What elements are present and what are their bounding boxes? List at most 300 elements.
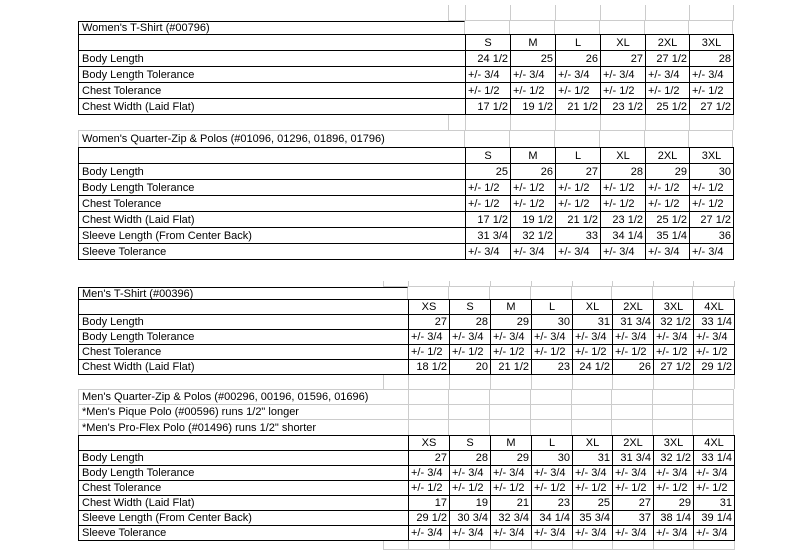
value-cell: +/- 1/2 [466, 196, 511, 212]
value-cell: 32 3/4 [491, 511, 532, 526]
value-cell: +/- 3/4 [556, 67, 601, 83]
row-label: Chest Tolerance [79, 481, 409, 496]
row-label: Body Length [79, 51, 466, 67]
gridline-cells [448, 5, 734, 21]
value-cell: 27 [601, 51, 646, 67]
value-cell: 19 1/2 [511, 99, 556, 115]
value-cell: 26 [556, 51, 601, 67]
value-cell: +/- 3/4 [491, 526, 532, 541]
value-cell: +/- 1/2 [646, 196, 690, 212]
value-cell: 25 1/2 [646, 99, 690, 115]
womens-tshirt-table [78, 34, 734, 115]
table-row [79, 496, 735, 511]
value-cell: +/- 1/2 [450, 481, 491, 496]
table-row [79, 180, 734, 196]
value-cell: 26 [613, 360, 654, 375]
gridline-row-bottom [78, 541, 734, 550]
value-cell: +/- 3/4 [646, 67, 690, 83]
grid-cell [612, 405, 653, 419]
row-label: Body Length Tolerance [79, 466, 409, 481]
value-cell: +/- 1/2 [613, 481, 654, 496]
value-cell: +/- 1/2 [511, 180, 556, 196]
size-header-cell: 3XL [690, 148, 734, 164]
row-label: Body Length [79, 315, 409, 330]
grid-cell [449, 287, 490, 299]
value-cell: +/- 3/4 [573, 526, 613, 541]
grid-cell [449, 405, 490, 419]
table-row [79, 51, 734, 67]
size-header-cell: 3XL [654, 436, 694, 451]
value-cell: 23 [532, 360, 573, 375]
grid-cell [693, 420, 734, 435]
row-label: Chest Width (Laid Flat) [79, 212, 466, 228]
value-cell: +/- 1/2 [556, 83, 601, 99]
value-cell: +/- 3/4 [694, 526, 735, 541]
mens-proflex-footnote-row [78, 420, 734, 435]
value-cell: 17 1/2 [466, 99, 511, 115]
table-row [79, 526, 735, 541]
grid-cell [689, 131, 733, 147]
table-row [79, 244, 734, 260]
grid-cell [693, 405, 734, 419]
grid-cell [490, 287, 531, 299]
value-cell: +/- 3/4 [532, 466, 573, 481]
value-cell: 27 1/2 [690, 212, 734, 228]
value-cell: 34 1/4 [532, 511, 573, 526]
grid-cell [384, 541, 409, 550]
value-cell: +/- 3/4 [573, 330, 613, 345]
gridline-cells [383, 375, 735, 389]
grid-cell [532, 541, 573, 550]
value-cell: 32 1/2 [511, 228, 556, 244]
value-cell: +/- 3/4 [654, 330, 694, 345]
size-header-row [79, 436, 735, 451]
size-header-cell: 2XL [613, 300, 654, 315]
value-cell: 25 1/2 [646, 212, 690, 228]
value-cell: +/- 1/2 [491, 345, 532, 360]
value-cell: 30 [690, 164, 734, 180]
size-header-cell: L [532, 436, 573, 451]
grid-cell [612, 390, 653, 404]
grid-cell [532, 375, 573, 389]
grid-cell [465, 131, 510, 147]
table-title: Women's Quarter-Zip & Polos (#01096, 01296, 01896, 01796) [79, 131, 465, 147]
table-row [79, 330, 735, 345]
value-cell: 23 1/2 [601, 99, 646, 115]
row-label: Sleeve Tolerance [79, 244, 466, 260]
grid-cell [466, 115, 511, 130]
mens-quarterzip-table [78, 435, 735, 541]
value-cell: 29 1/2 [409, 511, 450, 526]
grid-cell [694, 541, 735, 550]
grid-cell [601, 115, 646, 130]
value-cell: 33 1/4 [694, 451, 735, 466]
grid-cell [556, 115, 601, 130]
gridline-row-gap [78, 375, 734, 390]
grid-cell [531, 405, 572, 419]
grid-cell [449, 420, 490, 435]
value-cell: 32 1/2 [654, 451, 694, 466]
value-cell: 37 [613, 511, 654, 526]
value-cell: +/- 1/2 [601, 180, 646, 196]
value-cell: +/- 3/4 [532, 330, 573, 345]
grid-cell [510, 131, 555, 147]
table-title: Men's Quarter-Zip & Polos (#00296, 00196, 01596, 01696) [79, 390, 409, 404]
womens-quarterzip-title-row [78, 131, 733, 147]
value-cell: +/- 3/4 [466, 67, 511, 83]
size-header-cell: 2XL [646, 35, 690, 51]
corner-cell [79, 300, 409, 315]
grid-cell [693, 390, 734, 404]
grid-cell [491, 541, 532, 550]
value-cell: +/- 1/2 [654, 481, 694, 496]
grid-cell [572, 405, 612, 419]
value-cell: 36 [690, 228, 734, 244]
size-header-cell: 2XL [646, 148, 690, 164]
value-cell: 38 1/4 [654, 511, 694, 526]
grid-cell [612, 420, 653, 435]
gridline-cells [383, 541, 735, 550]
value-cell: 25 [573, 496, 613, 511]
grid-cell [653, 405, 693, 419]
value-cell: +/- 1/2 [573, 345, 613, 360]
table-row [79, 511, 735, 526]
value-cell: +/- 3/4 [532, 526, 573, 541]
size-header-cell: 4XL [694, 300, 735, 315]
value-cell: +/- 3/4 [511, 244, 556, 260]
value-cell: +/- 3/4 [601, 244, 646, 260]
table-row [79, 451, 735, 466]
grid-cell [555, 131, 600, 147]
size-header-cell: M [491, 300, 532, 315]
table-title: *Men's Pro-Flex Polo (#01496) runs 1/2" shorter [79, 420, 409, 435]
grid-cell [556, 5, 601, 21]
table-title: Women's T-Shirt (#00796) [78, 21, 465, 34]
value-cell: +/- 3/4 [450, 466, 491, 481]
value-cell: +/- 1/2 [654, 345, 694, 360]
grid-cell [409, 375, 450, 389]
grid-cell [450, 375, 491, 389]
row-label: Sleeve Tolerance [79, 526, 409, 541]
table-row [79, 228, 734, 244]
value-cell: +/- 1/2 [450, 345, 491, 360]
value-cell: 25 [466, 164, 511, 180]
grid-cell [689, 21, 733, 34]
value-cell: +/- 3/4 [491, 330, 532, 345]
grid-cell [531, 420, 572, 435]
mens-quarterzip-title-row [78, 390, 734, 405]
size-header-cell: XS [409, 300, 450, 315]
grid-cell [409, 405, 450, 419]
size-header-cell: S [450, 436, 491, 451]
grid-cell [490, 405, 531, 419]
mens-sizing-section [78, 281, 736, 550]
value-cell: 23 [532, 496, 573, 511]
table-title: *Men's Pique Polo (#00596) runs 1/2" longer [79, 405, 409, 419]
value-cell: 27 [409, 451, 450, 466]
value-cell: +/- 3/4 [409, 526, 450, 541]
value-cell: +/- 3/4 [654, 526, 694, 541]
grid-cell [654, 541, 694, 550]
gridline-row-gap [78, 115, 733, 131]
value-cell: +/- 3/4 [511, 67, 556, 83]
table-row [79, 315, 735, 330]
table-row [79, 83, 734, 99]
grid-cell [409, 420, 450, 435]
corner-cell [79, 148, 466, 164]
mens-pique-footnote-row [78, 405, 734, 420]
value-cell: 27 1/2 [646, 51, 690, 67]
value-cell: +/- 3/4 [601, 67, 646, 83]
gridline-cells [448, 115, 734, 130]
value-cell: +/- 1/2 [646, 83, 690, 99]
table-row [79, 164, 734, 180]
value-cell: +/- 3/4 [694, 330, 735, 345]
value-cell: 28 [601, 164, 646, 180]
value-cell: +/- 1/2 [466, 180, 511, 196]
value-cell: 21 [491, 496, 532, 511]
grid-cell [449, 5, 466, 21]
womens-quarterzip-table [78, 147, 734, 260]
value-cell: +/- 1/2 [409, 345, 450, 360]
value-cell: +/- 3/4 [613, 330, 654, 345]
value-cell: +/- 3/4 [409, 466, 450, 481]
value-cell: +/- 1/2 [601, 196, 646, 212]
value-cell: +/- 1/2 [409, 481, 450, 496]
grid-cell [409, 390, 450, 404]
table-row [79, 67, 734, 83]
value-cell: 24 1/2 [573, 360, 613, 375]
value-cell: 33 1/4 [694, 315, 735, 330]
value-cell: +/- 3/4 [491, 466, 532, 481]
value-cell: +/- 1/2 [556, 196, 601, 212]
value-cell: +/- 3/4 [690, 244, 734, 260]
value-cell: 31 3/4 [613, 315, 654, 330]
grid-cell [612, 287, 653, 299]
grid-cell [466, 5, 511, 21]
value-cell: +/- 1/2 [532, 481, 573, 496]
value-cell: 28 [450, 315, 491, 330]
value-cell: +/- 1/2 [466, 83, 511, 99]
size-header-cell: L [556, 35, 601, 51]
grid-cell [646, 5, 690, 21]
grid-cell [572, 287, 612, 299]
value-cell: +/- 3/4 [613, 526, 654, 541]
value-cell: 31 [694, 496, 735, 511]
grid-cell [510, 21, 555, 34]
grid-cell [449, 115, 466, 130]
value-cell: 29 [646, 164, 690, 180]
grid-cell [449, 390, 490, 404]
size-header-cell: XL [573, 436, 613, 451]
size-header-cell: 2XL [613, 436, 654, 451]
value-cell: 26 [511, 164, 556, 180]
table-row [79, 99, 734, 115]
size-header-cell: XS [409, 436, 450, 451]
value-cell: 27 [409, 315, 450, 330]
grid-cell [645, 131, 689, 147]
grid-cell [646, 115, 690, 130]
size-header-cell: S [466, 35, 511, 51]
value-cell: 33 [556, 228, 601, 244]
value-cell: +/- 1/2 [690, 196, 734, 212]
grid-cell [693, 287, 734, 299]
value-cell: +/- 1/2 [694, 345, 735, 360]
value-cell: +/- 1/2 [532, 345, 573, 360]
value-cell: 21 1/2 [491, 360, 532, 375]
value-cell: +/- 1/2 [646, 180, 690, 196]
value-cell: 31 [573, 315, 613, 330]
table-row [79, 360, 735, 375]
grid-cell [409, 541, 450, 550]
value-cell: 32 1/2 [654, 315, 694, 330]
value-cell: 34 1/4 [601, 228, 646, 244]
row-label: Body Length Tolerance [79, 180, 466, 196]
grid-cell [511, 115, 556, 130]
grid-cell [511, 5, 556, 21]
grid-cell [645, 21, 689, 34]
value-cell: 31 [573, 451, 613, 466]
grid-cell [601, 5, 646, 21]
row-label: Chest Tolerance [79, 83, 466, 99]
value-cell: 27 [613, 496, 654, 511]
value-cell: 27 1/2 [654, 360, 694, 375]
grid-cell [491, 375, 532, 389]
value-cell: 39 1/4 [694, 511, 735, 526]
table-row [79, 481, 735, 496]
value-cell: +/- 3/4 [556, 244, 601, 260]
value-cell: +/- 3/4 [573, 466, 613, 481]
value-cell: 21 1/2 [556, 212, 601, 228]
row-label: Sleeve Length (From Center Back) [79, 228, 466, 244]
value-cell: 24 1/2 [466, 51, 511, 67]
table-row [79, 212, 734, 228]
value-cell: 31 3/4 [466, 228, 511, 244]
grid-cell [653, 420, 693, 435]
value-cell: +/- 1/2 [511, 196, 556, 212]
value-cell: 35 3/4 [573, 511, 613, 526]
size-header-cell: 3XL [654, 300, 694, 315]
value-cell: 30 [532, 451, 573, 466]
grid-cell [450, 541, 491, 550]
grid-cell [573, 375, 613, 389]
row-label: Chest Width (Laid Flat) [79, 496, 409, 511]
value-cell: 30 [532, 315, 573, 330]
value-cell: 29 [491, 315, 532, 330]
gridline-row-top [78, 5, 733, 21]
value-cell: 19 1/2 [511, 212, 556, 228]
size-header-cell: 4XL [694, 436, 735, 451]
corner-cell [79, 436, 409, 451]
value-cell: 29 [491, 451, 532, 466]
row-label: Body Length [79, 164, 466, 180]
value-cell: +/- 1/2 [556, 180, 601, 196]
value-cell: +/- 1/2 [491, 481, 532, 496]
value-cell: +/- 3/4 [409, 330, 450, 345]
value-cell: +/- 1/2 [613, 345, 654, 360]
grid-cell [573, 541, 613, 550]
size-header-row [79, 300, 735, 315]
grid-cell [600, 131, 645, 147]
grid-cell [555, 21, 600, 34]
value-cell: 21 1/2 [556, 99, 601, 115]
table-title: Men's T-Shirt (#00396) [78, 287, 408, 299]
size-header-row [79, 35, 734, 51]
value-cell: 31 3/4 [613, 451, 654, 466]
value-cell: +/- 3/4 [694, 466, 735, 481]
value-cell: +/- 1/2 [694, 481, 735, 496]
value-cell: +/- 3/4 [654, 466, 694, 481]
value-cell: +/- 1/2 [690, 83, 734, 99]
value-cell: 29 [654, 496, 694, 511]
value-cell: 28 [690, 51, 734, 67]
value-cell: 17 [409, 496, 450, 511]
size-header-cell: M [491, 436, 532, 451]
grid-cell [653, 287, 693, 299]
value-cell: 30 3/4 [450, 511, 491, 526]
size-header-cell: L [556, 148, 601, 164]
grid-cell [384, 375, 409, 389]
size-header-cell: S [450, 300, 491, 315]
value-cell: 19 [450, 496, 491, 511]
value-cell: +/- 3/4 [646, 244, 690, 260]
row-label: Chest Width (Laid Flat) [79, 99, 466, 115]
row-label: Chest Tolerance [79, 345, 409, 360]
row-label: Body Length Tolerance [79, 330, 409, 345]
value-cell: +/- 1/2 [601, 83, 646, 99]
grid-cell [572, 390, 612, 404]
size-header-row [79, 148, 734, 164]
size-header-cell: XL [573, 300, 613, 315]
value-cell: 27 1/2 [690, 99, 734, 115]
value-cell: 29 1/2 [694, 360, 735, 375]
mens-tshirt-title-row [78, 287, 734, 299]
value-cell: 23 1/2 [601, 212, 646, 228]
value-cell: 25 [511, 51, 556, 67]
womens-tshirt-title-row [78, 21, 733, 34]
value-cell: +/- 3/4 [466, 244, 511, 260]
value-cell: 28 [450, 451, 491, 466]
grid-cell [490, 390, 531, 404]
table-row [79, 196, 734, 212]
grid-cell [690, 115, 734, 130]
grid-cell [531, 390, 572, 404]
table-row [79, 345, 735, 360]
grid-cell [600, 21, 645, 34]
table-row [79, 466, 735, 481]
grid-cell [613, 375, 654, 389]
grid-cell [653, 390, 693, 404]
corner-cell [79, 35, 466, 51]
row-label: Body Length Tolerance [79, 67, 466, 83]
grid-cell [465, 21, 510, 34]
value-cell: +/- 3/4 [613, 466, 654, 481]
value-cell: 35 1/4 [646, 228, 690, 244]
value-cell: 17 1/2 [466, 212, 511, 228]
row-label: Sleeve Length (From Center Back) [79, 511, 409, 526]
grid-cell [408, 287, 449, 299]
value-cell: +/- 1/2 [573, 481, 613, 496]
mens-tshirt-table [78, 299, 735, 375]
size-header-cell: L [532, 300, 573, 315]
value-cell: +/- 3/4 [450, 526, 491, 541]
grid-cell [572, 420, 612, 435]
row-label: Chest Width (Laid Flat) [79, 360, 409, 375]
grid-cell [694, 375, 735, 389]
grid-cell [690, 5, 734, 21]
value-cell: 27 [556, 164, 601, 180]
value-cell: +/- 1/2 [511, 83, 556, 99]
